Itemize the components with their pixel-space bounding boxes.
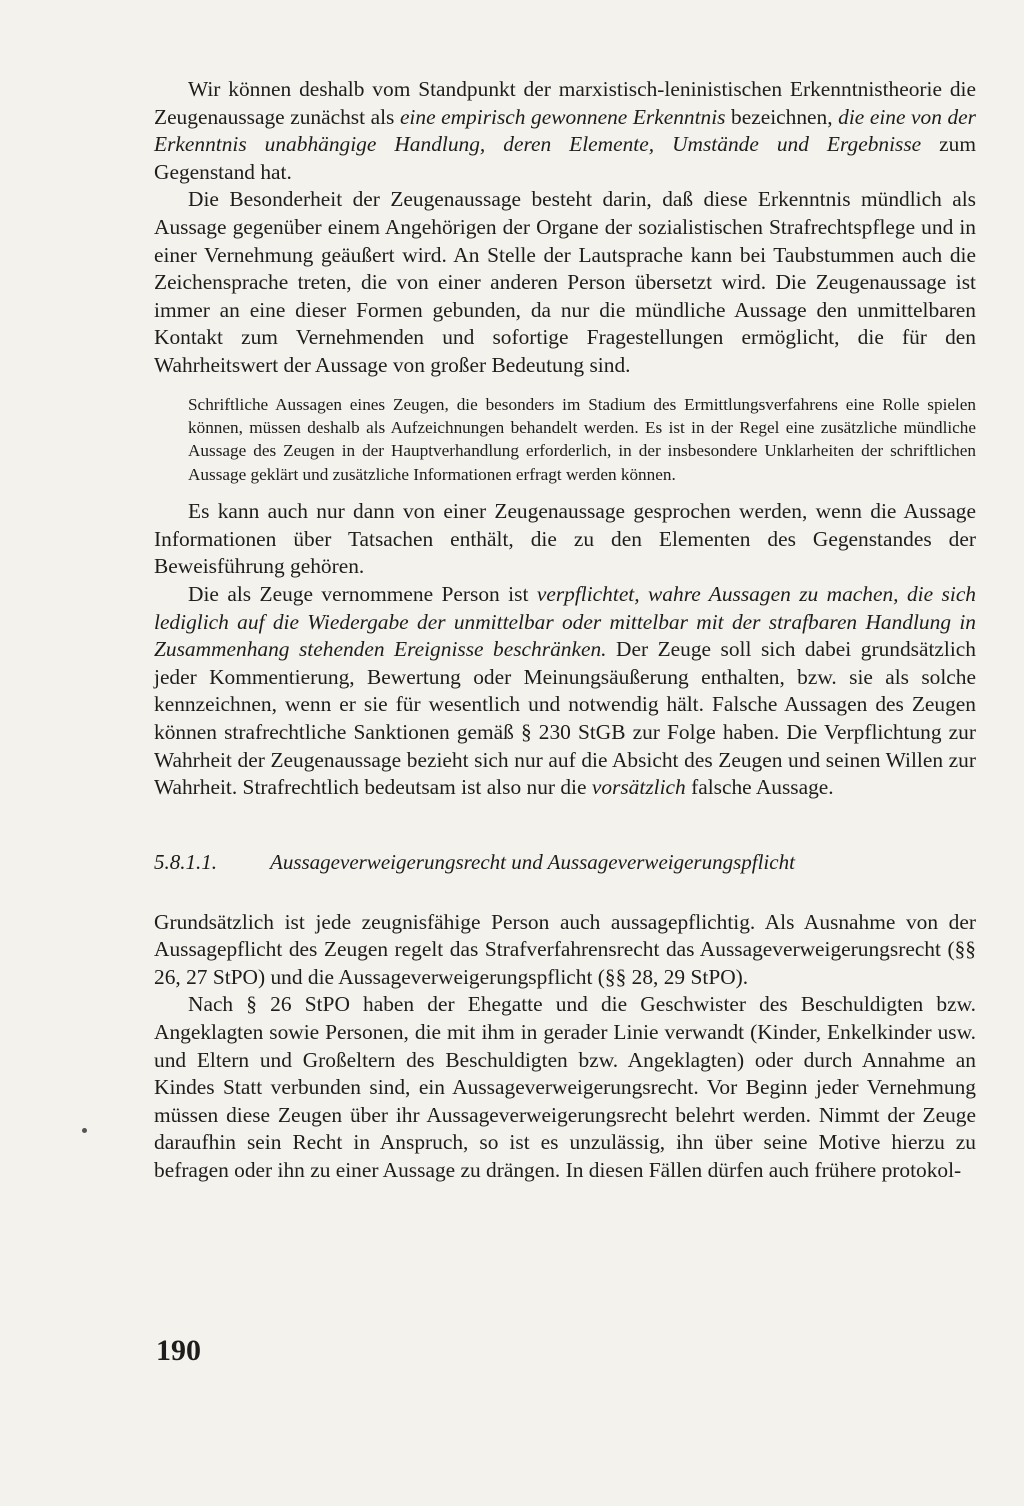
section-number: 5.8.1.1. (154, 849, 217, 874)
text-run: Wir können deshalb vom Standpunkt der marxistisch-leninistischen Erkenntnistheorie die Zeugenaussage zunächst als (154, 77, 976, 129)
page-number: 190 (156, 1334, 201, 1367)
text-run: falsche Aussage. (685, 775, 834, 800)
text-run: zum Gegenstand hat. (154, 132, 976, 184)
section-before (154, 76, 976, 380)
body-paragraph (154, 498, 976, 581)
text-run: Grundsätzlich ist jede zeugnisfähige Person auch aussagepflichtig. Als Ausnahme von der Aussagepflicht des Zeugen regelt das Strafverfahrensrecht das Aussageverweigerungsrecht (§§ 26, 27 StPO) und die Aussageverweigerungspflicht (§§ 28, 29 StPO). (154, 909, 976, 989)
text-run: Der Zeuge soll sich dabei grundsätzlich jeder Kommentierung, Bewertung oder Meinungsäußerung enthalten, bzw. sie als solche kennzeichnen, wenn er sie für wesentlich und notwendig hält. Falsche Aussagen des Zeugen können strafrechtliche Sanktionen gemäß § 230 StGB zur Folge haben. Die Verpflichtung zur Wahrheit der Zeugenaussage bezieht sich nur auf die Absicht des Zeugen und seinen Willen zur Wahrheit. Strafrechtlich bedeutsam ist also nur die (154, 637, 976, 800)
section-title: Aussageverweigerungsrecht und Aussageverweigerungspflicht (270, 849, 795, 874)
text-run: Die Besonderheit der Zeugenaussage besteht darin, daß diese Erkenntnis mündlich als Aussage gegenüber einem Angehörigen der Organe der sozialistischen Strafrechtspflege und in einer Vernehmung geäußert wird. An Stelle der Lautsprache kann bei Taubstummen auch die Zeichensprache treten, die von einer anderen Person übersetzt wird. Die Zeugenaussage ist immer an eine dieser Formen gebunden, da nur die mündliche Aussage den unmittelbaren Kontakt zum Vernehmenden und sofortige Fragestellungen ermöglicht, die für den Wahrheitswert der Aussage von großer Bedeutung sind. (154, 187, 976, 377)
text-run: bezeichnen, (725, 104, 839, 129)
emphasis-run: vorsätzlich (591, 775, 686, 800)
text-run: Es kann auch nur dann von einer Zeugenaussage gesprochen werden, wenn die Aussage Informationen über Tatsachen enthält, die zu den Elementen des Gegenstandes der Beweisführung gehören. (154, 499, 976, 579)
text-column (154, 76, 976, 1185)
section-middle (154, 498, 976, 802)
body-paragraph (154, 581, 976, 802)
text-run: Die als Zeuge vernommene Person ist (188, 581, 537, 606)
emphasis-run: verpflichtet, wahre Aussagen zu machen, die sich lediglich auf die Wiedergabe der unmittelbar oder mittelbar mit der strafbaren Handlung in Zusammenhang stehenden Ereignisse beschränken. (154, 581, 977, 662)
body-paragraph (154, 909, 976, 992)
margin-mark (82, 1128, 87, 1133)
body-paragraph (154, 186, 976, 379)
emphasis-run: die eine von der Erkenntnis unabhängige Handlung, deren Elemente, Umstände und Ergebnisse (154, 104, 976, 157)
small-print-paragraph: Schriftliche Aussagen eines Zeugen, die besonders im Stadium des Ermittlungsverfahrens eine Rolle spielen können, müssen deshalb als Aufzeichnungen behandelt werden. Es ist in der Regel eine zusätzliche mündliche Aussage des Zeugen in der Hauptverhandlung erforderlich, in der insbesondere Unklarheiten der schriftlichen Aussage geklärt und zusätzliche Informationen erfragt werden können. (188, 394, 976, 484)
body-paragraph (154, 991, 976, 1184)
body-paragraph (154, 76, 976, 186)
section-after (154, 909, 976, 1185)
text-run: Nach § 26 StPO haben der Ehegatte und die Geschwister des Beschuldigten bzw. Angeklagten sowie Personen, die mit ihm in gerader Linie verwandt (Kinder, Enkelkinder usw. und Eltern und Großeltern des Beschuldigten bzw. Angeklagten) oder durch Annahme an Kindes Statt verbunden sind, ein Aussageverweigerungsrecht. Vor Beginn jeder Vernehmung müssen diese Zeugen über ihr Aussageverweigerungsrecht belehrt werden. Nimmt der Zeuge daraufhin sein Recht in Anspruch, so ist es unzulässig, ihn über seine Motive hierzu zu befragen oder ihn zu einer Aussage zu drängen. In diesen Fällen dürfen auch frühere protokol- (154, 992, 976, 1183)
section-heading (154, 850, 976, 875)
emphasis-run: eine empirisch gewonnene Erkenntnis (399, 104, 726, 129)
